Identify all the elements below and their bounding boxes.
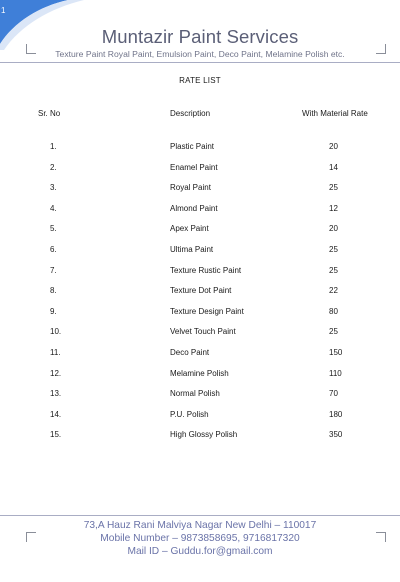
row-rate: 25 <box>329 183 338 193</box>
table-row <box>0 348 400 369</box>
row-rate: 70 <box>329 389 338 399</box>
footer-address: 73,A Hauz Rani Malviya Nagar New Delhi – 110017 <box>83 520 317 531</box>
row-rate: 25 <box>329 265 338 275</box>
row-description: Almond Paint <box>170 203 218 213</box>
row-description: Apex Paint <box>170 224 209 234</box>
table-row <box>0 369 400 390</box>
row-description: Velvet Touch Paint <box>170 327 236 337</box>
row-description: Texture Design Paint <box>170 306 244 316</box>
table-header-row <box>0 109 400 142</box>
row-rate: 20 <box>329 142 338 151</box>
row-rate: 12 <box>329 203 338 213</box>
row-description: Enamel Paint <box>170 162 218 172</box>
crop-mark-top-right <box>376 44 386 54</box>
footer-divider <box>0 515 400 516</box>
header-divider <box>0 62 400 63</box>
row-sr-no: 4. <box>50 203 57 213</box>
row-sr-no: 12. <box>50 368 62 378</box>
row-rate: 14 <box>329 162 338 172</box>
table-row <box>0 142 400 163</box>
row-rate: 20 <box>329 224 338 234</box>
row-rate: 150 <box>329 347 343 357</box>
table-row <box>0 410 400 431</box>
column-header-sr-no: Sr. No <box>38 109 61 118</box>
row-rate: 80 <box>329 306 338 316</box>
row-rate: 25 <box>329 327 338 337</box>
row-sr-no: 3. <box>50 183 57 193</box>
table-row <box>0 389 400 410</box>
row-sr-no: 1. <box>50 142 57 151</box>
row-rate: 22 <box>329 286 338 296</box>
row-sr-no: 5. <box>50 224 57 234</box>
rate-table <box>0 109 400 451</box>
table-row <box>0 245 400 266</box>
table-row <box>0 266 400 287</box>
column-header-rate: With Material Rate <box>302 109 368 118</box>
table-row <box>0 163 400 184</box>
table-body <box>0 142 400 451</box>
table-row <box>0 204 400 225</box>
row-description: Royal Paint <box>170 183 211 193</box>
row-sr-no: 15. <box>50 430 62 440</box>
table-row <box>0 327 400 348</box>
row-description: Deco Paint <box>170 347 210 357</box>
page-number: 1 <box>1 6 6 15</box>
row-description: Melamine Polish <box>170 368 229 378</box>
footer-contact <box>0 519 400 559</box>
row-rate: 350 <box>329 430 343 440</box>
row-rate: 110 <box>329 368 342 378</box>
row-sr-no: 13. <box>50 389 62 399</box>
company-name: Muntazir Paint Services <box>101 26 299 47</box>
row-description: Texture Rustic Paint <box>170 265 242 275</box>
document-title: RATE LIST <box>179 76 221 85</box>
footer-mobile: Mobile Number – 9873858695, 9716817320 <box>100 533 300 545</box>
table-row <box>0 183 400 204</box>
row-description: Plastic Paint <box>170 142 215 151</box>
row-sr-no: 6. <box>50 244 57 254</box>
table-row <box>0 430 400 451</box>
table-row <box>0 224 400 245</box>
table-row <box>0 286 400 307</box>
row-sr-no: 9. <box>50 306 57 316</box>
row-sr-no: 8. <box>50 286 57 296</box>
row-sr-no: 10. <box>50 327 62 337</box>
footer-email: Mail ID – Guddu.for@gmail.com <box>127 546 273 558</box>
row-description: Normal Polish <box>170 389 220 399</box>
row-rate: 25 <box>329 244 338 254</box>
table-row <box>0 307 400 328</box>
row-sr-no: 11. <box>50 347 61 357</box>
row-description: Texture Dot Paint <box>170 286 232 296</box>
row-description: High Glossy Polish <box>170 430 238 440</box>
company-tagline: Texture Paint Royal Paint, Emulsion Paint, Deco Paint, Melamine Polish etc. <box>55 49 345 59</box>
row-rate: 180 <box>329 409 343 419</box>
crop-mark-top-left <box>26 44 36 54</box>
letterhead <box>0 0 400 64</box>
row-description: P.U. Polish <box>170 409 209 419</box>
column-header-description: Description <box>170 109 211 118</box>
row-description: Ultima Paint <box>170 244 214 254</box>
row-sr-no: 2. <box>50 162 57 172</box>
row-sr-no: 7. <box>50 265 57 275</box>
row-sr-no: 14. <box>50 409 62 419</box>
